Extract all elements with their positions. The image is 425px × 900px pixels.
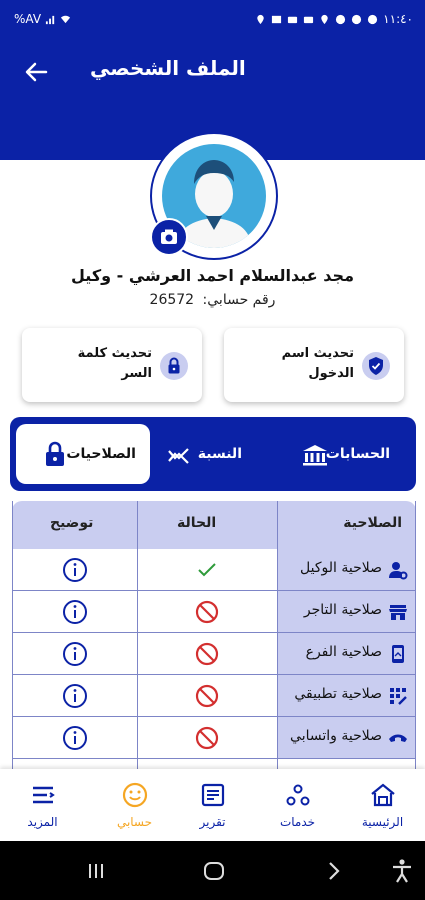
header-explanation: توضيح <box>50 515 94 531</box>
home-button-icon[interactable] <box>200 857 228 885</box>
lock-icon <box>160 352 188 380</box>
nav-services[interactable] <box>255 769 340 841</box>
report-icon <box>199 781 227 809</box>
clock-text: ١١:٤٠ <box>383 12 413 26</box>
page-title: الملف الشخصي <box>90 56 246 80</box>
permissions-table <box>12 501 416 769</box>
nav-home-label: الرئيسية <box>361 815 404 829</box>
accessibility-icon[interactable] <box>388 857 416 885</box>
table-row <box>12 633 416 675</box>
camera-icon <box>152 220 186 254</box>
facebook-icon-2 <box>351 14 362 25</box>
column-divider <box>137 501 138 769</box>
bank-icon <box>302 444 328 466</box>
check-icon <box>195 558 219 582</box>
permission-cell <box>278 549 416 590</box>
messenger-icon <box>367 14 378 25</box>
location-icon-2 <box>319 14 330 25</box>
info-icon[interactable] <box>62 641 88 667</box>
header-status: الحالة <box>177 515 217 531</box>
column-divider <box>277 501 278 769</box>
battery-text: %AV <box>14 12 42 26</box>
update-password-button[interactable] <box>22 328 202 402</box>
tab-ratio[interactable] <box>146 424 280 484</box>
status-right <box>255 12 413 26</box>
system-navigation-bar <box>0 841 425 900</box>
permission-label: صلاحية الوكيل <box>300 560 382 576</box>
update-password-label: تحديث كلمة السر <box>77 346 152 381</box>
table-row <box>12 675 416 717</box>
user-gear-icon <box>388 560 408 580</box>
trend-icon <box>168 446 190 464</box>
phone-icon <box>388 728 408 748</box>
menu-icon <box>29 781 57 809</box>
permission-cell <box>278 675 416 716</box>
permission-label: صلاحية الفرع <box>305 644 382 660</box>
camera-status-icon <box>287 14 298 25</box>
update-username-label: تحديث اسم الدخول <box>281 346 354 381</box>
permission-label: صلاحية التاجر <box>303 602 382 618</box>
table-row <box>12 549 416 591</box>
header-permission: الصلاحية <box>343 515 402 531</box>
permission-cell <box>278 591 416 632</box>
back-arrow-icon[interactable] <box>22 58 50 86</box>
tab-permissions-label: الصلاحيات <box>66 446 136 462</box>
tab-accounts[interactable] <box>282 424 416 484</box>
bottom-navigation <box>0 769 425 841</box>
permission-cell <box>278 717 416 758</box>
table-row <box>12 591 416 633</box>
location-icon <box>255 14 266 25</box>
info-icon[interactable] <box>62 599 88 625</box>
table-border-left <box>12 501 13 769</box>
account-label: رقم حسابي: <box>202 292 276 308</box>
blocked-icon <box>195 726 219 750</box>
nav-services-label: خدمات <box>279 815 316 829</box>
app-grid-icon <box>388 686 408 706</box>
back-chevron-icon[interactable] <box>320 857 348 885</box>
tab-accounts-label: الحسابات <box>325 446 390 462</box>
change-photo-button[interactable] <box>150 218 188 256</box>
table-row <box>12 717 416 759</box>
services-icon <box>284 781 312 809</box>
nav-more-label: المزيد <box>27 815 58 829</box>
user-name: مجد عبدالسلام احمد العرشي - وكيل <box>71 266 354 285</box>
tab-permissions[interactable] <box>16 424 150 484</box>
blocked-icon <box>195 600 219 624</box>
store-icon <box>388 602 408 622</box>
shield-check-icon <box>362 352 390 380</box>
permission-cell <box>278 633 416 674</box>
nav-account-label: حسابي <box>116 815 153 829</box>
table-header <box>12 501 416 549</box>
camera-status-icon-2 <box>303 14 314 25</box>
lock-icon <box>44 441 66 467</box>
info-icon[interactable] <box>62 557 88 583</box>
wifi-icon <box>60 14 71 25</box>
nav-report-label: تقرير <box>199 815 226 829</box>
permission-label: صلاحية واتسابي <box>290 728 382 744</box>
facebook-icon <box>335 14 346 25</box>
info-icon[interactable] <box>62 683 88 709</box>
nav-report[interactable] <box>170 769 255 841</box>
gallery-icon <box>271 14 282 25</box>
update-username-button[interactable] <box>224 328 404 402</box>
tab-ratio-label: النسبة <box>197 446 242 462</box>
permission-label: صلاحية تطبيقي <box>294 686 382 702</box>
status-left <box>14 12 71 26</box>
profile-tabs <box>10 417 416 491</box>
smile-icon <box>121 781 149 809</box>
status-bar <box>0 0 425 38</box>
nav-account[interactable] <box>92 769 177 841</box>
table-border-right <box>415 501 416 769</box>
recent-apps-icon[interactable] <box>82 857 110 885</box>
info-icon[interactable] <box>62 725 88 751</box>
signal-icon <box>45 14 56 25</box>
account-number-line <box>0 292 425 308</box>
nav-more[interactable] <box>0 769 85 841</box>
branch-device-icon <box>388 644 408 664</box>
home-icon <box>369 781 397 809</box>
nav-home[interactable] <box>340 769 425 841</box>
blocked-icon <box>195 684 219 708</box>
blocked-icon <box>195 642 219 666</box>
account-number: 26572 <box>149 292 195 308</box>
